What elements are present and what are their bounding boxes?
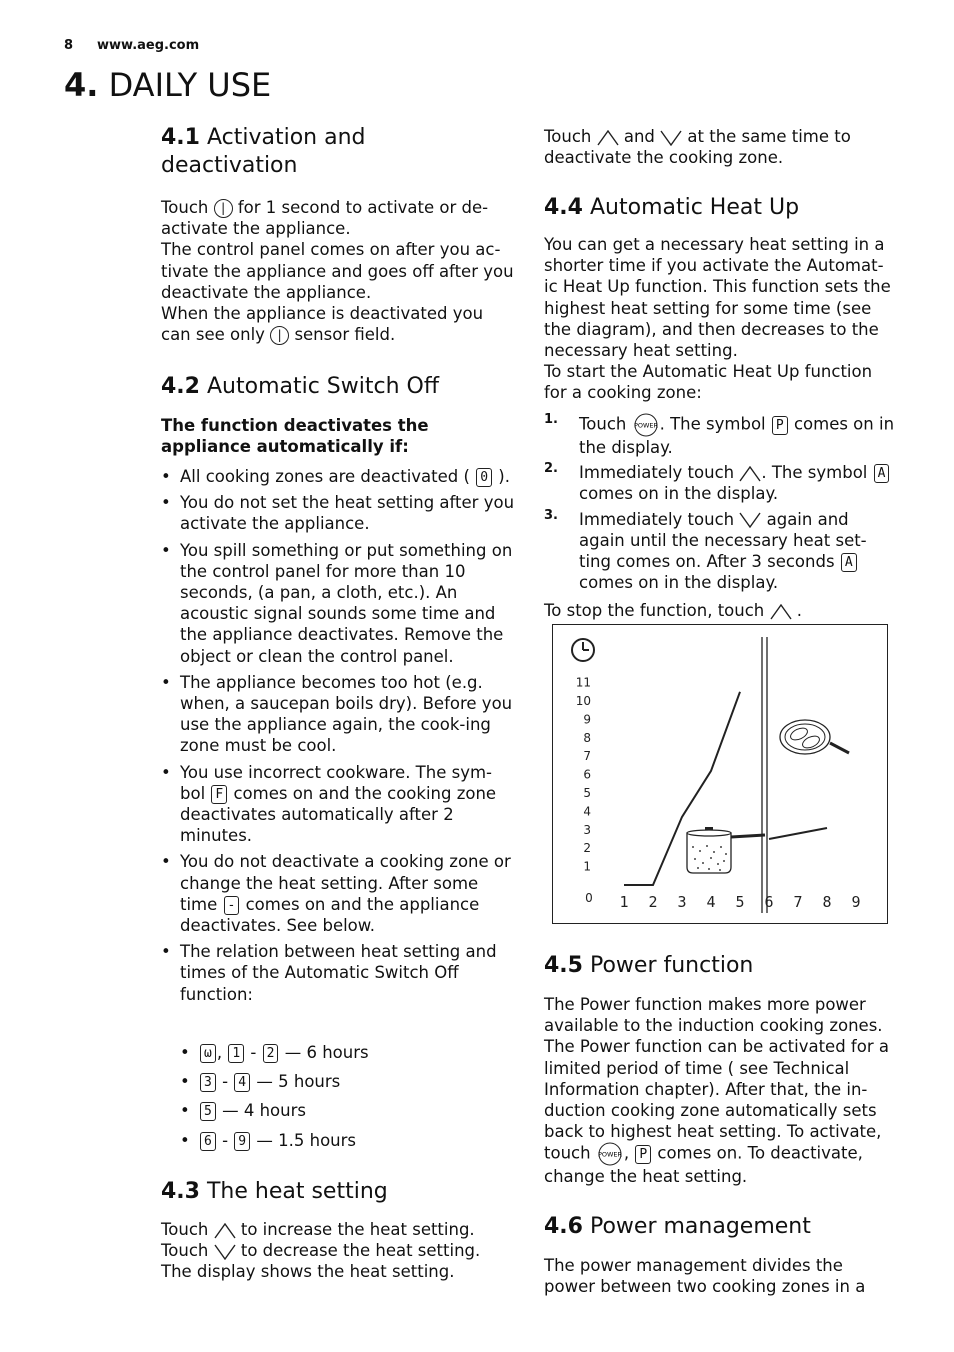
power-button-icon — [596, 1142, 624, 1166]
section-4-1-heading: 4.1 Activation and deactivation — [161, 125, 366, 178]
heat-symbol: 6 — [200, 1132, 216, 1151]
down-arrow-icon — [214, 1244, 236, 1260]
zero-symbol-icon: 0 — [476, 468, 492, 487]
y-tick-label: 8 — [583, 730, 591, 745]
p-symbol-icon: P — [772, 416, 788, 435]
a-symbol-icon: A — [874, 464, 890, 483]
x-tick-label: 7 — [793, 893, 803, 911]
up-arrow-icon — [214, 1223, 236, 1239]
up-arrow-icon — [770, 604, 792, 620]
x-tick-label: 9 — [851, 893, 861, 911]
list-item: • You do not deactivate a cooking zone or change the heat setting. After some time - comes on and the appliance deactivates. See below. — [161, 851, 515, 936]
y-tick-label: 5 — [583, 786, 591, 800]
down-arrow-icon — [739, 512, 761, 528]
list-item: 2. Immediately touch . The symbol A comes on in the display. — [544, 462, 896, 504]
list-item: 3. Immediately touch again and again until the necessary heat set-ting comes on. After 3 seconds A comes on in the display. — [544, 507, 867, 593]
section-4-6-body: The power management divides the power between two cooking zones in a — [544, 1256, 866, 1297]
list-item: • 3 - 4 — 5 hours — [180, 1071, 500, 1092]
list-item: • ω , 1 - 2 — 6 hours — [180, 1042, 500, 1063]
y-tick-label: 3 — [583, 822, 591, 837]
stop-function-text: To stop the function, touch . — [544, 601, 803, 620]
list-item: 1. Touch POWER . The symbol P comes on in the display. — [544, 412, 895, 457]
section-4-4-heading: 4.4 Automatic Heat Up — [544, 195, 800, 220]
target-heat-series-line — [769, 828, 827, 839]
list-item: • The relation between heat setting and times of the Automatic Switch Off function: — [161, 941, 515, 1005]
list-item: • You do not set the heat setting after you activate the appliance. — [161, 492, 515, 534]
website-url[interactable]: www.aeg.com — [97, 38, 200, 53]
x-tick-label: 2 — [648, 893, 658, 911]
y-tick-label: 4 — [583, 804, 591, 819]
y-tick-label: 10 — [575, 694, 591, 708]
deactivate-zone-text: Touch and at the same time to deactivate the cooking zone. — [544, 127, 851, 168]
dash-symbol-icon: - — [224, 896, 240, 915]
heat-up-chart — [553, 625, 887, 923]
power-button-icon — [632, 413, 660, 437]
x-tick-label: 6 — [764, 893, 774, 911]
section-4-2-heading: 4.2 Automatic Switch Off — [161, 374, 440, 399]
switch-off-times — [180, 1042, 500, 1156]
heat-symbol: 3 — [200, 1073, 216, 1092]
list-item: • The appliance becomes too hot (e.g. when, a saucepan boils dry). Before you use the appliance again, the cook-ing zone must be cool. — [161, 672, 515, 757]
page-number: 8 — [64, 38, 74, 53]
y-tick-label: 6 — [583, 767, 591, 782]
heat-symbol: ω — [200, 1044, 216, 1063]
on-off-icon: | — [214, 199, 233, 218]
heat-symbol: 9 — [234, 1132, 250, 1151]
list-item: • 5 — 4 hours — [180, 1100, 500, 1121]
chapter-title — [64, 66, 271, 104]
y-tick-label: 1 — [583, 859, 591, 874]
heat-up-steps — [544, 413, 896, 597]
section-4-4-body: You can get a necessary heat setting in a shorter time if you activate the Automat-ic Heat Up function. This function sets the highest heat setting for some time (see the diagram), and then decreases to the necessary heat setting. To start the Automatic Heat Up function for a cooking zone: — [544, 235, 891, 403]
y-tick-label: 7 — [583, 749, 591, 764]
down-arrow-icon — [660, 130, 682, 146]
up-arrow-icon — [739, 466, 761, 482]
f-symbol-icon: F — [211, 785, 227, 804]
y-tick-label: 2 — [583, 841, 591, 856]
heat-symbol: 2 — [263, 1044, 279, 1063]
chapter-title-text: DAILY USE — [108, 66, 272, 104]
svg-text:POWER: POWER — [633, 421, 658, 430]
up-arrow-icon — [597, 130, 619, 146]
x-tick-label: 5 — [735, 893, 745, 911]
list-item: • All cooking zones are deactivated ( 0 ). — [161, 466, 515, 487]
chapter-number: 4. — [64, 66, 99, 104]
heat-symbol: 4 — [234, 1073, 250, 1092]
frying-pan-icon — [780, 720, 849, 754]
heat-symbol: 5 — [200, 1102, 216, 1121]
saucepan-icon — [687, 827, 765, 873]
switch-off-conditions — [161, 466, 515, 1010]
svg-text:POWER: POWER — [597, 1150, 622, 1159]
list-item: • You use incorrect cookware. The sym-bol F comes on and the cooking zone deactivates automatically after 2 minutes. — [161, 762, 515, 847]
x-tick-label: 4 — [706, 893, 716, 911]
y-tick-label: 11 — [575, 675, 591, 690]
section-4-3-heading: 4.3 The heat setting — [161, 1179, 388, 1204]
section-4-3-body: Touch to increase the heat setting. Touch to decrease the heat setting. The display shows the heat setting. — [161, 1220, 481, 1282]
section-4-5-heading: 4.5 Power function — [544, 953, 754, 978]
y-tick-label: 0 — [585, 891, 593, 905]
section-4-5-body: The Power function makes more power available to the induction cooking zones. The Power function can be activated for a limited period of time ( see Technical Information chapter). After that, the in-duction cooking zone automatically sets back to highest heat setting. To activate, touch POWER , P comes on. To deactivate, change the heat setting. — [544, 995, 889, 1187]
a-symbol-icon: A — [841, 553, 857, 572]
x-tick-label: 8 — [822, 893, 832, 911]
y-tick-label: 9 — [583, 712, 591, 727]
section-4-6-heading: 4.6 Power management — [544, 1214, 811, 1239]
list-item: • You spill something or put something on the control panel for more than 10 seconds, (a pan, a cloth, etc.). An acoustic signal sounds some time and the appliance deactivates. Remove the object or clean the control panel. — [161, 540, 515, 667]
section-4-2-intro: The function deactivates the appliance automatically if: — [161, 416, 429, 457]
p-symbol-icon: P — [635, 1145, 651, 1164]
clock-icon — [572, 639, 594, 661]
heat-up-diagram — [552, 624, 888, 924]
x-tick-label: 3 — [677, 893, 687, 911]
heat-symbol: 1 — [228, 1044, 244, 1063]
list-item: • 6 - 9 — 1.5 hours — [180, 1130, 500, 1151]
section-4-1-body: Touch | for 1 second to activate or de-activate the appliance. The control panel comes on after you ac-tivate the appliance and goes off after you deactivate the appliance. When the appliance is deactivated you can see only | sensor field. — [161, 198, 514, 345]
on-off-icon: | — [270, 326, 289, 345]
x-tick-label: 1 — [619, 893, 629, 911]
